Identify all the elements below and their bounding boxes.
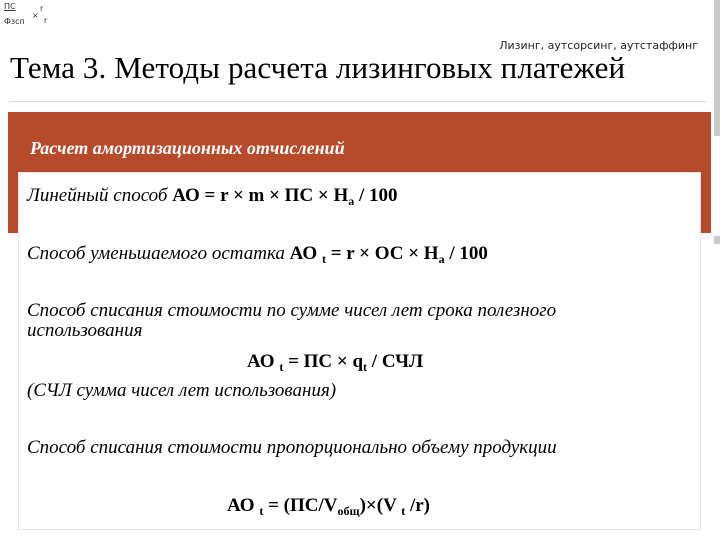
production-method-label: Способ списания стоимости пропорционально объему продукции xyxy=(27,437,557,458)
content-panel xyxy=(18,172,701,530)
sum-of-years-label-line2: использования xyxy=(27,320,143,341)
sum-of-years-formula: АО $_t$ = ПС × $q_t$ / СЧЛ xyxy=(247,351,424,374)
sum-of-years-note: (СЧЛ сумма чисел лет использования) xyxy=(27,380,337,401)
corner-formula-r-top: r xyxy=(40,4,44,13)
corner-formula-numerator: ПС xyxy=(4,2,16,11)
linear-method-label: Линейный способ xyxy=(27,185,168,206)
declining-method-line xyxy=(27,243,488,265)
corner-formula-r-bottom: r xyxy=(44,16,48,25)
course-subtitle: Лизинг, аутсорсинг, аутстаффинг xyxy=(499,39,698,52)
title-divider xyxy=(10,101,706,102)
corner-formula-denominator: Фзсп xyxy=(4,17,25,26)
sum-of-years-label-line1: Способ списания стоимости по сумме чисел лет срока полезного xyxy=(27,300,557,321)
right-decorative-bar xyxy=(714,0,720,136)
right-decorative-bar-lower xyxy=(714,236,720,244)
declining-formula: АО $_t$ = r × ОС × $Н_а / 100$ xyxy=(289,243,488,266)
corner-formula-fragment xyxy=(4,2,54,36)
production-formula: АО $_t = (ПС/V_{общ})\times(V$ $_t$ /r) xyxy=(227,495,431,518)
section-heading: Расчет амортизационных отчислений xyxy=(30,138,345,158)
page-title: Тема 3. Методы расчета лизинговых платежей xyxy=(10,50,626,85)
declining-method-label: Способ уменьшаемого остатка xyxy=(27,243,285,264)
linear-method-line xyxy=(27,185,398,207)
linear-formula: АО = r × m × ПС × $Н_а / 100$ xyxy=(172,185,398,208)
corner-formula-times: × xyxy=(32,11,39,20)
